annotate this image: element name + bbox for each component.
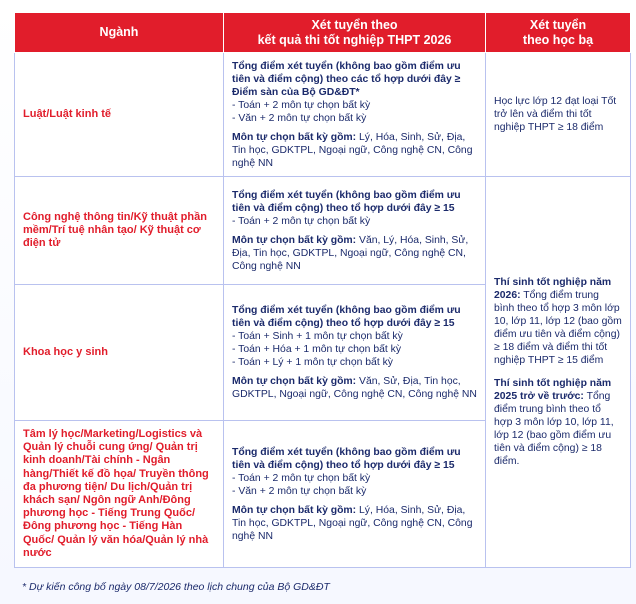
- header-thpt: [224, 13, 486, 53]
- major-cell: Luật/Luật kinh tế: [15, 53, 224, 177]
- combo-item: - Văn + 2 môn tự chọn bất kỳ: [232, 485, 367, 497]
- criteria-cell: [224, 53, 486, 177]
- hocba-cell: Học lực lớp 12 đạt loại Tốt trở lên và điểm thi tốt nghiệp THPT ≥ 18 điểm: [486, 53, 631, 177]
- criteria-cell: [224, 177, 486, 285]
- elective-subjects: [232, 234, 477, 273]
- criteria-heading: Tổng điểm xét tuyển (không bao gồm điểm ưu tiên và điểm cộng) theo tổ hợp dưới đây ≥ 15: [232, 446, 461, 471]
- elective-subjects: [232, 131, 477, 170]
- header-hocba-line2: theo học bạ: [522, 32, 594, 47]
- header-hocba-line1: Xét tuyển: [529, 17, 587, 32]
- header-thpt-line2: kết quả thi tốt nghiệp THPT 2026: [257, 32, 452, 47]
- combo-item: - Văn + 2 môn tự chọn bất kỳ: [232, 112, 367, 124]
- elective-subjects: [232, 504, 477, 543]
- elective-label: Môn tự chọn bất kỳ gồm:: [232, 376, 357, 387]
- combo-item: - Toán + Hóa + 1 môn tự chọn bất kỳ: [232, 344, 402, 355]
- hocba-group-2025-label: Thí sinh tốt nghiệp năm 2025 trở về trước:: [494, 378, 612, 402]
- criteria-heading: Tổng điểm xét tuyển (không bao gồm điểm ưu tiên và điểm cộng) theo các tổ hợp dưới đây ≥ Điểm sàn của Bộ GD&ĐT*: [232, 60, 461, 98]
- criteria-cell: [224, 285, 486, 421]
- elective-list: Văn, Sử, Địa, Tin học, GDKTPL, Ngoại ngữ, Công nghệ CN, Công nghệ NN: [232, 376, 477, 400]
- elective-subjects: [232, 375, 477, 401]
- combo-item: - Toán + 2 môn tự chọn bất kỳ: [232, 99, 371, 111]
- elective-label: Môn tự chọn bất kỳ gồm:: [232, 234, 357, 246]
- footnote: * Dự kiến công bố ngày 08/7/2026 theo lịch chung của Bộ GD&ĐT: [22, 581, 330, 593]
- major-cell: Tâm lý học/Marketing/Logistics và Quản lý chuỗi cung ứng/ Quản trị kinh doanh/Tài chính - Ngân hàng/Thiết kế đồ họa/ Truyền thông đa phương tiện/ Du lịch/Quản trị khách sạn/ Ngôn ngữ Anh/Đông phương học - Tiếng Trung Quốc/Đông phương học - Tiếng Hàn Quốc/ Quản lý văn hóa/Quản lý nhà nước: [15, 421, 224, 568]
- criteria-cell: [224, 421, 486, 568]
- combo-item: - Toán + Sinh + 1 môn tự chọn bất kỳ: [232, 331, 403, 342]
- major-cell: Công nghệ thông tin/Kỹ thuật phần mềm/Trí tuệ nhân tạo/ Kỹ thuật cơ điện tử: [15, 177, 224, 285]
- table-row: [15, 177, 631, 285]
- elective-label: Môn tự chọn bất kỳ gồm:: [232, 131, 357, 143]
- hocba-group-2025: [494, 377, 622, 468]
- hocba-cell-merged: [486, 177, 631, 568]
- combo-item: - Toán + 2 môn tự chọn bất kỳ: [232, 215, 371, 227]
- hocba-group-2026: [494, 276, 622, 367]
- criteria-heading: Tổng điểm xét tuyển (không bao gồm điểm ưu tiên và điểm cộng) theo tổ hợp dưới đây ≥ 15: [232, 305, 461, 329]
- elective-list: Lý, Hóa, Sinh, Sử, Địa, Tin học, GDKTPL, Ngoại ngữ, Công nghệ CN, Công nghệ NN: [232, 504, 473, 542]
- hocba-group-2025-text: Tổng điểm trung bình theo tổ hợp 3 môn lớp 10, lớp 11, lớp 12 (bao gồm điểm ưu tiên và điểm cộng) ≥ 18 điểm.: [494, 391, 614, 467]
- combo-item: - Toán + Lý + 1 môn tự chọn bất kỳ: [232, 357, 393, 368]
- hocba-group-2026-text: Tổng điểm trung bình theo tổ hợp 3 môn lớp 10, lớp 11, lớp 12 (bao gồm điểm ưu tiên và điểm cộng) ≥ 18 điểm và điểm thi tốt nghiệp THPT ≥ 15 điểm: [494, 290, 622, 366]
- table-header-row: [15, 13, 631, 53]
- elective-list: Văn, Lý, Hóa, Sinh, Sử, Địa, Tin học, GDKTPL, Ngoại ngữ, Công nghệ CN, Công nghệ NN: [232, 234, 469, 272]
- hocba-group-2026-label: Thí sinh tốt nghiệp năm 2026:: [494, 277, 612, 301]
- header-thpt-line1: Xét tuyển theo: [311, 17, 398, 32]
- major-cell: Khoa học y sinh: [15, 285, 224, 421]
- elective-label: Môn tự chọn bất kỳ gồm:: [232, 504, 357, 516]
- header-hocba: [486, 13, 631, 53]
- table-row: [15, 53, 631, 177]
- admission-table: [14, 12, 631, 568]
- combo-item: - Toán + 2 môn tự chọn bất kỳ: [232, 472, 371, 484]
- criteria-heading: Tổng điểm xét tuyển (không bao gồm điểm ưu tiên và điểm cộng) theo tổ hợp dưới đây ≥ 15: [232, 189, 461, 214]
- elective-list: Lý, Hóa, Sinh, Sử, Địa, Tin học, GDKTPL, Ngoại ngữ, Công nghệ CN, Công nghệ NN: [232, 131, 473, 169]
- header-major: Ngành: [15, 13, 224, 53]
